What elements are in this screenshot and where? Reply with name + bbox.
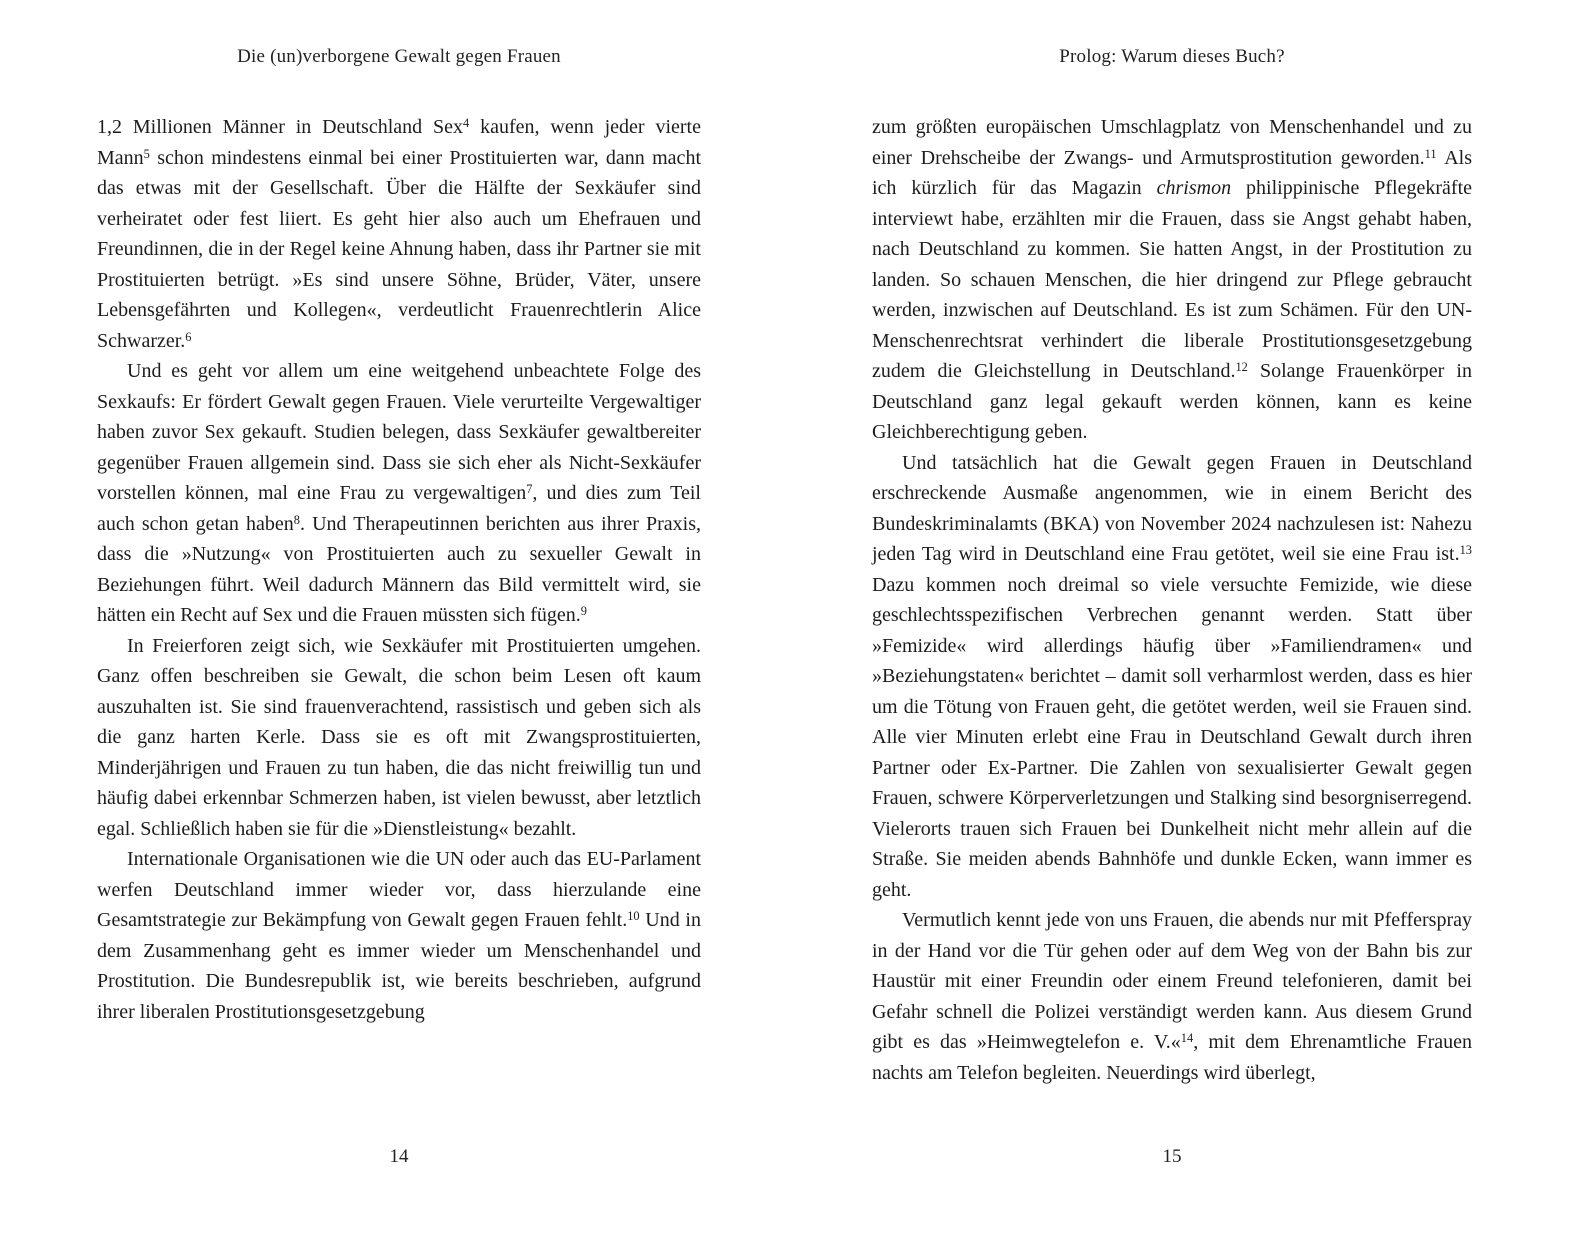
paragraph: In Freierforen zeigt sich, wie Sexkäufer mit Prostituierten umgehen. Ganz offen beschreiben sie Gewalt, die schon beim Lesen oft kaum auszuhalten ist. Sie sind frauenverachtend, rassistisch und geben sich als die ganz harten Kerle. Dass sie es oft mit Zwangsprostituierten, Minderjährigen und Frauen zu tun haben, die das nicht freiwillig tun und häufig dabei erkennbar Schmerzen haben, ist vielen bewusst, aber letztlich egal. Schließlich haben sie für die »Dienstleistung« bezahlt. — [97, 634, 701, 840]
running-header-left: Die (un)verborgene Gewalt gegen Frauen — [237, 46, 561, 67]
text-block-right — [872, 112, 1472, 1088]
footnote-reference: 10 — [627, 909, 640, 924]
footnote-reference: 11 — [1424, 146, 1437, 161]
footnote-reference: 6 — [185, 329, 192, 344]
footnote-reference: 14 — [1180, 1031, 1194, 1046]
text-block-left — [97, 112, 701, 1027]
page-right — [797, 0, 1594, 1240]
footnote-reference: 4 — [463, 116, 470, 131]
page-number-right: 15 — [1162, 1146, 1182, 1167]
footnote-reference: 13 — [1459, 543, 1472, 558]
paragraph: Internationale Organisationen wie die UN oder auch das EU-Parlament werfen Deutschland immer wieder vor, dass hierzulande eine Gesamtstrategie zur Bekämpfung von Gewalt gegen Frauen fehlt.$^{10}$ Und in dem Zusammenhang geht es immer wieder um Menschenhandel und Prostitution. Die Bundesrepublik ist, wie bereits beschrieben, aufgrund ihrer liberalen Prostitutionsgesetzgebung — [97, 848, 701, 1023]
paragraph: Und es geht vor allem um eine weitgehend unbeachtete Folge des Sexkaufs: Er fördert Gewalt gegen Frauen. Viele verurteilte Vergewaltiger haben zuvor Sex gekauft. Studien belegen, dass Sexkäufer gewaltbereiter gegenüber Frauen allgemein sind. Dass sie sich eher als Nicht-Sexkäufer vorstellen können, mal eine Frau zu vergewaltigen$^7$, und dies zum Teil auch schon getan haben$^8$. Und Therapeutinnen berichten aus ihrer Praxis, dass die »Nutzung« von Prostituierten auch zu sexueller Gewalt in Beziehungen führt. Weil dadurch Männern das Bild vermittelt wird, sie hätten ein Recht auf Sex und die Frauen müssten sich fügen.$^9$ — [97, 360, 701, 626]
footnote-reference: 12 — [1235, 360, 1248, 375]
footnote-reference: 8 — [293, 512, 300, 527]
page-number-left: 14 — [389, 1146, 409, 1167]
paragraph: 1,2 Millionen Männer in Deutschland Sex$^4$ kaufen, wenn jeder vierte Mann$^5$ schon mindestens einmal bei einer Prostituierten war, dann macht das etwas mit der Gesellschaft. Über die Hälfte der Sexkäufer sind verheiratet oder fest liiert. Es geht hier also auch um Ehefrauen und Freundinnen, die in der Regel keine Ahnung haben, dass ihr Partner sie mit Prostituierten betrügt. »Es sind unsere Söhne, Brüder, Väter, unsere Lebensgefährten und Kollegen«, verdeutlicht Frauenrechtlerin Alice Schwarzer.$^6$ — [97, 116, 701, 352]
paragraph: Vermutlich kennt jede von uns Frauen, die abends nur mit Pfefferspray in der Hand vor die Tür gehen oder auf dem Weg von der Bahn bis zur Haustür mit einer Freundin oder einem Freund telefonieren, damit bei Gefahr schnell die Polizei verständigt werden kann. Aus diesem Grund gibt es das »Heimwegtelefon e. V.«$^{14}$, mit dem Ehrenamtliche Frauen nachts am Telefon begleiten. Neuerdings wird überlegt, — [872, 909, 1472, 1084]
footnote-reference: 9 — [580, 604, 587, 619]
running-header-right: Prolog: Warum dieses Buch? — [1059, 46, 1285, 67]
footnote-reference: 5 — [143, 146, 150, 161]
paragraph: zum größten europäischen Umschlagplatz von Menschenhandel und zu einer Drehscheibe der Zwangs- und Armutsprostitution geworden.$^{11}$ Als ich kürzlich für das Magazin chrismon philippinische Pflegekräfte interviewt habe, erzählten mir die Frauen, dass sie Angst gehabt haben, nach Deutschland zu kommen. Sie hatten Angst, in der Prostitution zu landen. So schauen Menschen, die hier dringend zur Pflege gebraucht werden, inzwischen auf Deutschland. Es ist zum Schämen. Für den UN-Menschenrechtsrat verhindert die liberale Prostitutionsgesetzgebung zudem die Gleichstellung in Deutschland.$^{12}$ Solange Frauenkörper in Deutschland ganz legal gekauft werden können, kann es keine Gleichberechtigung geben. — [872, 116, 1473, 443]
paragraph: Und tatsächlich hat die Gewalt gegen Frauen in Deutschland erschreckende Ausmaße angenommen, wie in einem Bericht des Bundeskriminalamts (BKA) von November 2024 nachzulesen ist: Nahezu jeden Tag wird in Deutschland eine Frau getötet, weil sie eine Frau ist.$^{13}$ Dazu kommen noch dreimal so viele versuchte Femizide, wie diese geschlechtsspezifischen Verbrechen genannt werden. Statt über »Femizide« wird allerdings häufig über »Familiendramen« und »Beziehungstaten« berichtet – damit soll verharmlost werden, dass es hier um die Tötung von Frauen geht, die getötet werden, weil sie Frauen sind. Alle vier Minuten erlebt eine Frau in Deutschland Gewalt durch ihren Partner oder Ex-Partner. Die Zahlen von sexualisierter Gewalt gegen Frauen, schwere Körperverletzungen und Stalking sind besorgniserregend. Vielerorts trauen sich Frauen bei Dunkelheit nicht mehr allein auf die Straße. Sie meiden abends Bahnhöfe und dunkle Ecken, wann immer es geht. — [872, 451, 1472, 901]
footnote-reference: 7 — [526, 482, 533, 497]
